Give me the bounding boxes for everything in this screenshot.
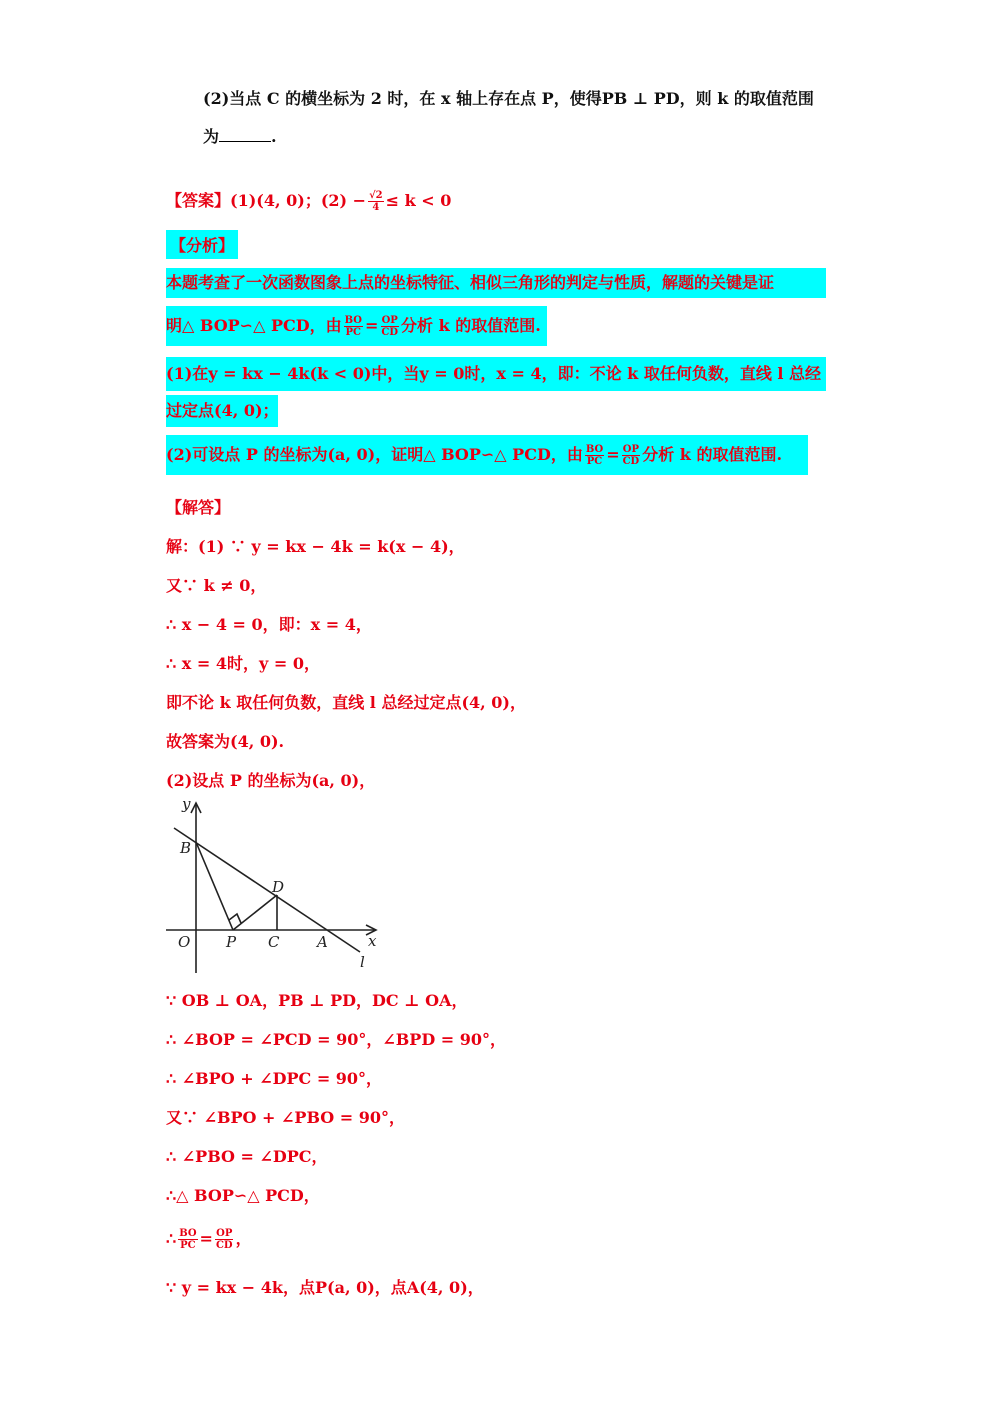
solution-step-10: ∴ ∠BPO + ∠DPC = 90°， [166, 1069, 383, 1088]
equals-sign: = [364, 316, 379, 335]
solution-step-13: ∴△ BOP∽△ PCD， [166, 1186, 320, 1205]
analysis-line-2-a: 明△ BOP∽△ PCD，由 [166, 316, 342, 335]
solution-step-14 [166, 1222, 252, 1256]
answer-frac-num: √2 [369, 190, 383, 201]
solution-frac-1 [178, 1228, 197, 1251]
analysis-line-2 [166, 306, 547, 346]
solution-step-7: (2)设点 P 的坐标为(a, 0)， [166, 771, 376, 790]
analysis-label: 【分析】 [166, 230, 238, 259]
label-c: C [268, 933, 280, 951]
answer-part2: ≤ k < 0 [385, 191, 452, 210]
label-o: O [178, 933, 191, 951]
question-suffix: . [271, 127, 277, 146]
answer-blank [219, 127, 271, 142]
line-l [174, 828, 360, 952]
label-x: x [368, 932, 377, 950]
solution-frac-2 [215, 1228, 234, 1251]
geometry-figure [160, 795, 390, 980]
therefore-sign: ∴ [166, 1229, 177, 1248]
solution-step-2: 又∵ k ≠ 0， [166, 576, 267, 595]
frac-den: CD [381, 327, 398, 338]
frac-num: OP [622, 444, 640, 455]
answer-fraction [368, 190, 384, 213]
frac-num: BO [179, 1228, 197, 1239]
solution-step-5: 即不论 k 取任何负数，直线 l 总经过定点(4, 0)， [166, 693, 526, 712]
analysis-line-1: 本题考查了一次函数图象上点的坐标特征、相似三角形的判定与性质，解题的关键是证 [166, 268, 826, 298]
question-prefix: 为 [203, 127, 220, 146]
label-l: l [360, 953, 365, 971]
equals-sign: = [199, 1229, 213, 1248]
analysis-line-3: (1)在y = kx − 4k(k < 0)中，当y = 0时，x = 4，即：不论 k 取任何负数，直线 l 总经 [166, 357, 826, 391]
analysis-line-2-frac-2 [380, 315, 399, 338]
analysis-line-4: 过定点(4, 0)； [166, 395, 278, 427]
analysis-line-2-b: 分析 k 的取值范围. [401, 316, 541, 335]
solution-step-12: ∴ ∠PBO = ∠DPC， [166, 1147, 328, 1166]
analysis-line-5-a: (2)可设点 P 的坐标为(a, 0)，证明△ BOP∽△ PCD，由 [166, 445, 583, 464]
answer-part1: (1)(4, 0)；(2) − [230, 191, 367, 210]
frac-den: PC [586, 456, 603, 467]
frac-num: BO [585, 444, 604, 455]
answer-frac-den: 4 [372, 202, 380, 213]
frac-den: PC [180, 1240, 196, 1251]
equals-sign: = [606, 445, 620, 464]
question-line-1: (2)当点 C 的横坐标为 2 时，在 x 轴上存在点 P，使得PB ⊥ PD，则 k 的取值范围 [203, 89, 814, 108]
analysis-line-5 [166, 435, 808, 475]
label-d: D [272, 878, 285, 896]
right-angle-mark [229, 914, 241, 923]
solution-step-3: ∴ x − 4 = 0，即：x = 4， [166, 615, 372, 634]
analysis-line-5-frac-1 [585, 444, 604, 467]
frac-num: BO [344, 315, 362, 326]
solution-step-4: ∴ x = 4时，y = 0， [166, 654, 320, 673]
answer-label: 【答案】 [166, 191, 231, 210]
label-y: y [182, 795, 191, 813]
frac-den: CD [215, 1240, 233, 1251]
analysis-line-5-frac-2 [622, 444, 641, 467]
frac-den: PC [345, 327, 362, 338]
frac-den: CD [622, 456, 640, 467]
solution-step-11: 又∵ ∠BPO + ∠PBO = 90°， [166, 1108, 406, 1127]
solution-step-1: 解：(1) ∵ y = kx − 4k = k(x − 4)， [166, 537, 465, 556]
solution-step-9: ∴ ∠BOP = ∠PCD = 90°，∠BPD = 90°， [166, 1030, 507, 1049]
solution-step-8: ∵ OB ⊥ OA，PB ⊥ PD，DC ⊥ OA， [166, 991, 468, 1010]
analysis-line-5-b: 分析 k 的取值范围. [642, 445, 783, 464]
answer-line [166, 188, 451, 213]
label-a: A [317, 933, 328, 951]
solution-step-6: 故答案为(4, 0). [166, 732, 285, 751]
segment-pd [233, 895, 277, 930]
label-p: P [226, 933, 237, 951]
solution-label: 【解答】 [166, 498, 231, 517]
comma: ， [235, 1229, 252, 1248]
frac-num: OP [381, 315, 398, 326]
label-b: B [180, 839, 192, 857]
solution-step-15: ∵ y = kx − 4k，点P(a, 0)，点A(4, 0)， [166, 1278, 484, 1297]
question-line-2 [203, 124, 277, 147]
analysis-line-2-frac-1 [344, 315, 363, 338]
frac-num: OP [216, 1228, 233, 1239]
